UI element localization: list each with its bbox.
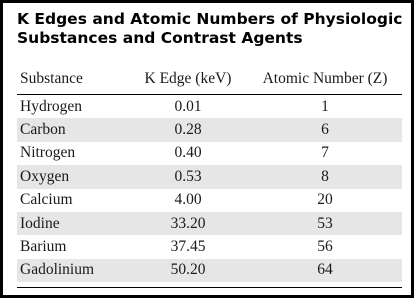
cell-substance: Hydrogen — [20, 97, 82, 115]
column-header-k-edge: K Edge (keV) — [128, 64, 248, 95]
cell-substance: Iodine — [17, 212, 128, 235]
header-row — [17, 64, 402, 95]
cell-atomic-number: 1 — [321, 97, 329, 115]
cell-substance: Carbon — [17, 118, 128, 141]
table-bottom-rule — [17, 287, 402, 288]
cell-k-edge: 33.20 — [128, 212, 248, 235]
cell-k-edge: 0.01 — [174, 97, 202, 115]
table-title: K Edges and Atomic Numbers of Physiologic Substances and Contrast Agents — [17, 10, 403, 47]
table-row — [17, 235, 402, 258]
table-row — [17, 142, 402, 165]
cell-atomic-number: 64 — [248, 259, 402, 282]
cell-k-edge: 4.00 — [174, 191, 202, 209]
cell-substance: Calcium — [20, 191, 73, 209]
cell-substance: Gadolinium — [17, 259, 128, 282]
table-row — [17, 165, 402, 188]
table-row — [17, 95, 402, 119]
cell-k-edge: 0.53 — [128, 165, 248, 188]
column-header-atomic-number: Atomic Number (Z) — [248, 64, 402, 95]
cell-k-edge: 50.20 — [128, 259, 248, 282]
k-edge-table — [17, 64, 402, 282]
cell-atomic-number: 8 — [248, 165, 402, 188]
table-row — [17, 118, 402, 141]
cell-atomic-number: 56 — [317, 238, 333, 256]
cell-atomic-number: 20 — [317, 191, 333, 209]
cell-k-edge: 0.28 — [128, 118, 248, 141]
cell-substance: Oxygen — [17, 165, 128, 188]
cell-atomic-number: 7 — [321, 144, 329, 162]
table-row — [17, 212, 402, 235]
table-row — [17, 189, 402, 212]
cell-atomic-number: 53 — [248, 212, 402, 235]
cell-atomic-number: 6 — [248, 118, 402, 141]
cell-k-edge: 37.45 — [170, 238, 206, 256]
table-row — [17, 259, 402, 282]
cell-substance: Nitrogen — [20, 144, 76, 162]
column-header-substance: Substance — [17, 64, 128, 95]
cell-k-edge: 0.40 — [174, 144, 202, 162]
cell-substance: Barium — [20, 238, 67, 256]
